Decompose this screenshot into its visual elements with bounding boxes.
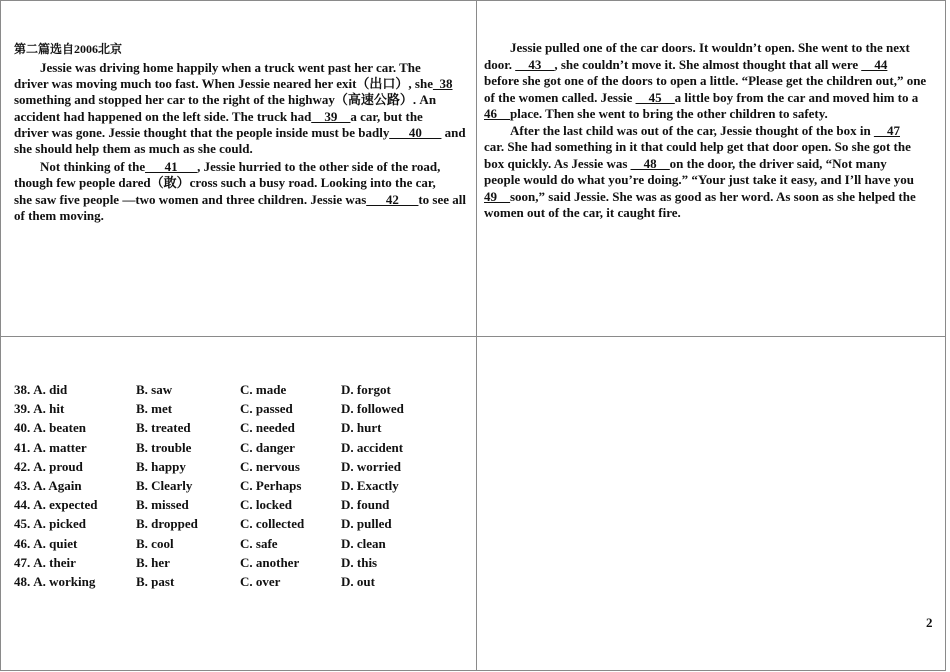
passage-line <box>14 208 470 224</box>
option-cell-c <box>240 418 341 437</box>
choice-c: C. over <box>240 574 281 590</box>
blank-43: __43__ <box>515 56 555 72</box>
question-number: 46. <box>14 535 31 551</box>
passage-text: before she got one of the doors to open a little. “Please get the children out,” one <box>484 73 927 88</box>
passage-text: soon,” said Jessie. She was as good as her word. As soon as she helped the <box>510 188 916 204</box>
option-cell-d <box>341 380 451 399</box>
choice-b: B. saw <box>136 382 173 397</box>
choice-b: B. treated <box>136 420 191 436</box>
passage-text: car. She had something in it that could help get that door open. So she got the <box>484 139 911 154</box>
choice-b: B. missed <box>136 497 189 513</box>
passage-line <box>14 76 470 92</box>
passage-text: Not thinking of the <box>40 159 146 175</box>
option-cell-b <box>136 572 240 591</box>
blank-44: __44 <box>861 56 888 72</box>
blank-47: __47 <box>874 122 900 138</box>
question-number: 40. <box>14 420 31 436</box>
passage-line <box>484 172 940 189</box>
question-number: 48. <box>14 574 31 590</box>
choice-a: A. their <box>33 554 76 570</box>
passage-line <box>484 156 940 173</box>
option-cell-a <box>14 553 136 572</box>
option-cell-b <box>136 399 240 418</box>
option-cell-b <box>136 534 240 553</box>
question-number: 39. <box>14 401 31 417</box>
passage-text: of them moving. <box>14 207 104 223</box>
choice-a: A. Again <box>33 478 82 494</box>
passage-line <box>484 73 940 90</box>
passage-text: , Jessie hurried to the other side of the road, <box>197 159 441 175</box>
option-cell-d <box>341 514 451 533</box>
choice-a: A. hit <box>33 401 65 417</box>
passage-text: to see all <box>418 191 466 207</box>
choice-a: A. quiet <box>33 535 78 551</box>
option-cell-d <box>341 495 451 514</box>
option-cell-c <box>240 380 341 399</box>
option-cell-c <box>240 553 341 572</box>
choice-c: C. needed <box>240 420 295 436</box>
passage-line <box>14 109 470 125</box>
passage-text: , she couldn’t move it. She almost thought that all were <box>554 56 862 72</box>
passage-line <box>484 90 940 107</box>
option-cell-a <box>14 457 136 476</box>
choice-d: D. Exactly <box>341 478 399 494</box>
option-cell-d <box>341 572 451 591</box>
option-row-48 <box>14 572 451 591</box>
passage-text: she saw five people —two women and three children. Jessie was <box>14 191 367 207</box>
option-cell-c <box>240 438 341 457</box>
choice-d: D. forgot <box>341 382 391 397</box>
question-number: 43. <box>14 478 31 494</box>
answer-options <box>14 380 451 591</box>
choice-b: B. her <box>136 554 170 570</box>
option-cell-a <box>14 572 136 591</box>
passage-text: place. Then she went to bring the other children to safety. <box>510 106 828 121</box>
choice-d: D. worried <box>341 458 401 474</box>
passage-source-heading: 第二篇选自2006北京 <box>14 42 123 56</box>
choice-a: A. expected <box>33 497 98 513</box>
option-cell-d <box>341 553 451 572</box>
choice-c: C. locked <box>240 497 292 513</box>
option-cell-b <box>136 418 240 437</box>
option-row-40 <box>14 418 451 437</box>
blank-38: _38 <box>433 76 453 92</box>
option-cell-c <box>240 534 341 553</box>
option-cell-b <box>136 495 240 514</box>
passage-text: she should help them as much as she could. <box>14 141 253 157</box>
option-cell-d <box>341 438 451 457</box>
passage-paragraph <box>484 40 940 123</box>
choice-c: C. Perhaps <box>240 478 302 494</box>
choice-d: D. followed <box>341 401 404 417</box>
passage-line <box>14 192 470 208</box>
blank-45: __45__ <box>635 89 675 105</box>
option-cell-d <box>341 476 451 495</box>
horizontal-divider <box>0 336 946 337</box>
page-number: 2 <box>926 615 933 630</box>
passage-text: accident had happened on the left side. The truck had <box>14 108 312 124</box>
choice-b: B. dropped <box>136 516 198 532</box>
option-cell-d <box>341 399 451 418</box>
choice-d: D. accident <box>341 439 404 455</box>
question-number: 45. <box>14 516 31 532</box>
option-row-43 <box>14 476 451 495</box>
passage-text: After the last child was out of the car, Jessie thought of the box in <box>510 122 874 138</box>
passage-paragraph <box>484 123 940 222</box>
passage-text: and <box>441 124 466 140</box>
blank-42: ___42___ <box>366 191 419 207</box>
passage-line <box>484 106 940 123</box>
passage-text: door. <box>484 56 516 72</box>
question-number: 47. <box>14 554 31 570</box>
passage-text: a car, but the <box>350 108 423 124</box>
option-cell-d <box>341 418 451 437</box>
passage-text: Jessie pulled one of the car doors. It wouldn’t open. She went to the next <box>510 40 910 55</box>
option-cell-a <box>14 399 136 418</box>
choice-c: C. danger <box>240 439 295 455</box>
passage-line <box>484 189 940 206</box>
passage-text: on the door, the driver said, “Not many <box>669 155 887 171</box>
question-number: 38. <box>14 382 31 397</box>
option-row-41 <box>14 438 451 457</box>
choice-b: B. trouble <box>136 439 192 455</box>
passage-text: women out of the car, it caught fire. <box>484 205 681 220</box>
passage-line <box>14 92 470 108</box>
blank-49: 49__ <box>484 188 510 204</box>
option-row-39 <box>14 399 451 418</box>
option-row-38 <box>14 380 451 399</box>
option-cell-d <box>341 457 451 476</box>
blank-41: ___41___ <box>145 159 198 175</box>
option-cell-b <box>136 457 240 476</box>
choice-b: B. cool <box>136 535 174 551</box>
option-row-44 <box>14 495 451 514</box>
choice-d: D. out <box>341 574 375 590</box>
choice-a: A. proud <box>33 458 83 474</box>
choice-a: A. matter <box>33 439 87 455</box>
blank-39: __39__ <box>311 108 351 124</box>
blank-40: ___40___ <box>389 124 442 140</box>
question-number: 41. <box>14 439 31 455</box>
blank-48: __48__ <box>630 155 670 171</box>
choice-b: B. happy <box>136 458 186 474</box>
option-cell-b <box>136 438 240 457</box>
choice-d: D. hurt <box>341 420 382 436</box>
passage-right <box>484 40 940 222</box>
option-cell-c <box>240 514 341 533</box>
option-cell-b <box>136 514 240 533</box>
passage-text: Jessie was driving home happily when a truck went past her car. The <box>40 60 421 75</box>
passage-text: something and stopped her car to the right of the highway（高速公路）. An <box>14 92 437 108</box>
choice-a: A. picked <box>33 516 86 532</box>
passage-line <box>484 57 940 74</box>
choice-b: B. past <box>136 574 175 590</box>
option-cell-a <box>14 380 136 399</box>
option-cell-a <box>14 418 136 437</box>
question-number: 44. <box>14 497 31 513</box>
passage-left <box>14 41 470 224</box>
option-cell-b <box>136 476 240 495</box>
choice-c: C. passed <box>240 401 293 417</box>
passage-paragraph <box>14 60 470 157</box>
choice-d: D. clean <box>341 535 386 551</box>
passage-text: though few people dared（敢）cross such a busy road. Looking into the car, <box>14 175 436 191</box>
option-cell-b <box>136 553 240 572</box>
option-row-45 <box>14 514 451 533</box>
option-cell-a <box>14 495 136 514</box>
option-cell-c <box>240 476 341 495</box>
choice-d: D. pulled <box>341 516 392 532</box>
choice-a: A. working <box>33 574 96 590</box>
passage-line <box>14 60 470 76</box>
passage-line <box>484 139 940 156</box>
choice-c: C. nervous <box>240 458 300 474</box>
option-cell-b <box>136 380 240 399</box>
option-cell-c <box>240 457 341 476</box>
choice-c: C. collected <box>240 516 305 532</box>
choice-c: C. made <box>240 382 287 397</box>
option-cell-a <box>14 534 136 553</box>
option-cell-c <box>240 495 341 514</box>
option-cell-c <box>240 399 341 418</box>
question-number: 42. <box>14 458 31 474</box>
choice-b: B. met <box>136 401 173 417</box>
choice-a: A. beaten <box>33 420 86 436</box>
option-cell-a <box>14 438 136 457</box>
passage-text: of the women called. Jessie <box>484 89 636 105</box>
choice-b: B. Clearly <box>136 478 193 494</box>
option-cell-a <box>14 476 136 495</box>
option-cell-d <box>341 534 451 553</box>
passage-paragraph <box>14 159 470 224</box>
passage-text: driver was moving much too fast. When Jessie neared her exit（出口）, she <box>14 76 433 92</box>
option-row-47 <box>14 553 451 572</box>
choice-a: A. did <box>33 382 68 397</box>
passage-line <box>484 40 940 57</box>
passage-text: box quickly. As Jessie was <box>484 155 631 171</box>
option-cell-a <box>14 514 136 533</box>
choice-d: D. found <box>341 497 390 513</box>
passage-line <box>14 159 470 175</box>
passage-text: a little boy from the car and moved him to a <box>674 89 919 105</box>
choice-c: C. safe <box>240 535 278 551</box>
option-cell-c <box>240 572 341 591</box>
passage-text: driver was gone. Jessie thought that the people inside must be badly <box>14 124 390 140</box>
choice-c: C. another <box>240 554 300 570</box>
choice-d: D. this <box>341 554 378 570</box>
passage-line <box>484 205 940 222</box>
passage-line <box>14 175 470 191</box>
blank-46: 46__ <box>484 106 510 121</box>
passage-text: people would do what you’re doing.” “Your just take it easy, and I’ll have you <box>484 172 915 187</box>
passage-line <box>14 141 470 157</box>
option-row-46 <box>14 534 451 553</box>
passage-line <box>484 123 940 140</box>
option-row-42 <box>14 457 451 476</box>
passage-line <box>14 125 470 141</box>
